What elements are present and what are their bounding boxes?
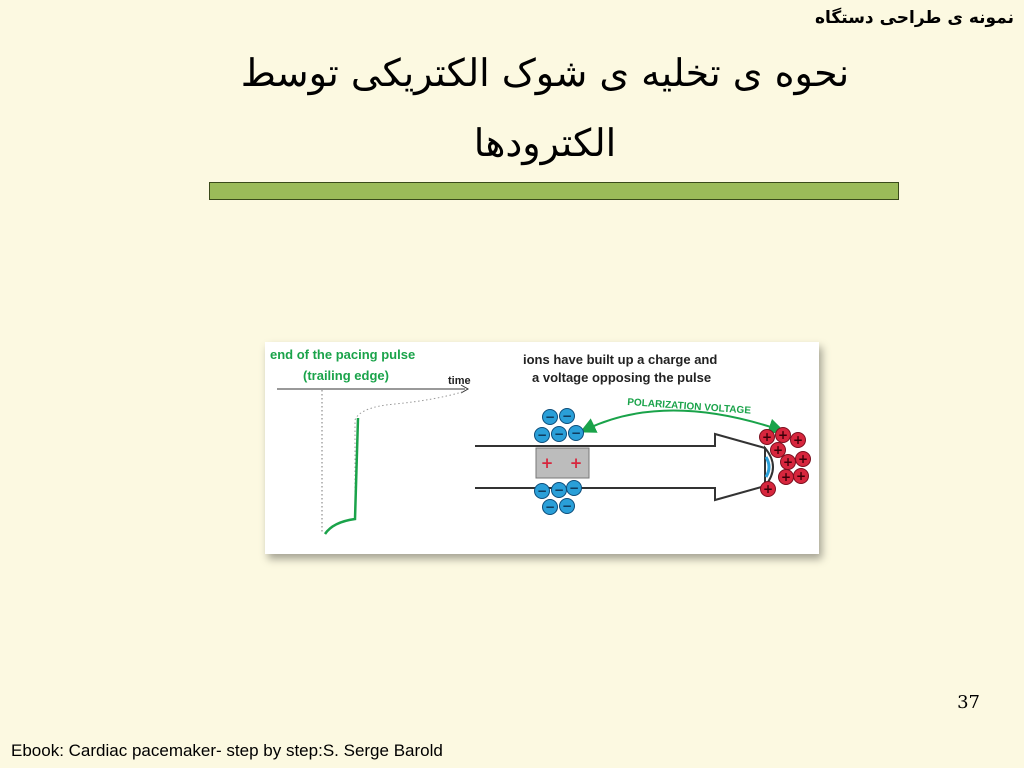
positive-ion-sign: + <box>792 433 804 447</box>
electrode-lead <box>475 434 765 500</box>
slide-header-tag: نمونه ی طراحی دستگاه <box>814 8 1014 28</box>
pulse-trace <box>325 418 358 534</box>
title-divider-bar <box>209 182 899 200</box>
negative-ion-sign: − <box>553 483 565 497</box>
positive-ion-sign: + <box>797 452 809 466</box>
positive-ion-sign: + <box>761 430 773 444</box>
negative-ion-sign: − <box>536 428 548 442</box>
positive-ion-sign: + <box>782 455 794 469</box>
time-axis-label: time <box>448 375 471 387</box>
negative-ion-sign: − <box>561 409 573 423</box>
pulse-continuation-dotted <box>355 392 462 520</box>
slide-title <box>150 38 940 178</box>
slide-title-line-2: الکترودها <box>473 121 617 165</box>
negative-ion-sign: − <box>561 499 573 513</box>
ions-label-line-1: ions have built up a charge and <box>523 352 718 367</box>
positive-ion-sign: + <box>795 469 807 483</box>
source-citation: Ebook: Cardiac pacemaker- step by step:S. Serge Barold <box>11 741 443 760</box>
ions-label-line-2: a voltage opposing the pulse <box>532 370 712 385</box>
positive-ion-sign: + <box>762 482 774 496</box>
negative-ion-sign: − <box>536 484 548 498</box>
ring-plus-sign: + <box>540 454 554 472</box>
slide-title-line-1: نحوه ی تخلیه ی شوک الکتریکی توسط <box>240 51 850 95</box>
positive-ion-sign: + <box>780 470 792 484</box>
negative-ion-sign: − <box>544 500 556 514</box>
negative-ion-sign: − <box>544 410 556 424</box>
negative-ion-sign: − <box>568 481 580 495</box>
negative-ion-sign: − <box>570 426 582 440</box>
pulse-label-line-2: (trailing edge) <box>303 368 389 383</box>
polarization-diagram-svg <box>265 342 819 554</box>
positive-ion-sign: + <box>777 428 789 442</box>
ring-plus-sign: + <box>569 454 583 472</box>
page-number: 37 <box>957 692 980 713</box>
polarization-figure <box>265 342 819 554</box>
pulse-label-line-1: end of the pacing pulse <box>270 347 416 362</box>
polarization-label: POLARIZATION VOLTAGE <box>626 396 752 417</box>
positive-ion-sign: + <box>772 443 784 457</box>
negative-ion-sign: − <box>553 427 565 441</box>
